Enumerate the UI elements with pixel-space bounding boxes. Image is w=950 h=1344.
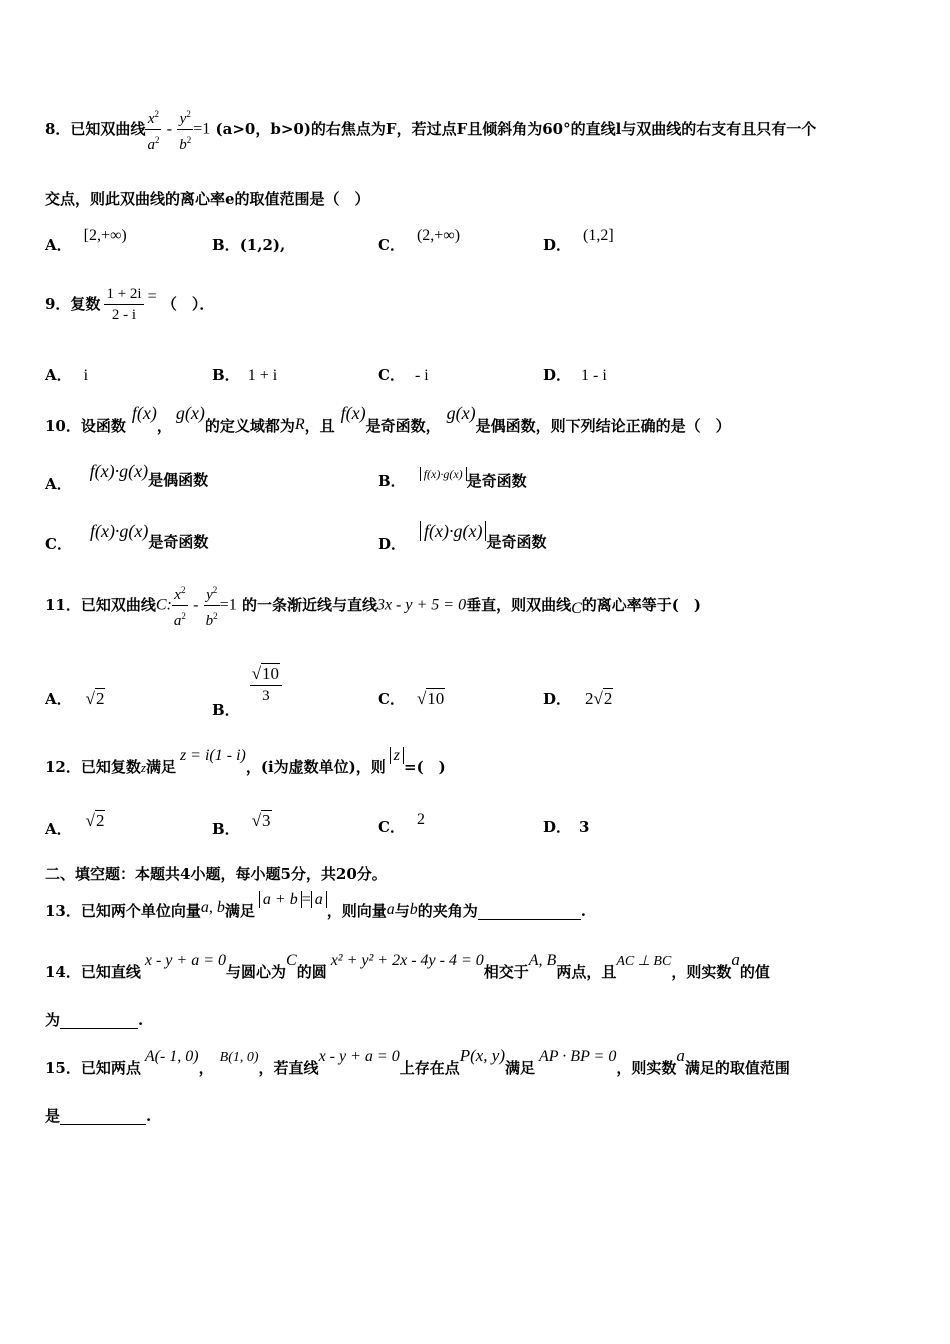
q8-option-c: C．(2,+∞) bbox=[378, 227, 461, 254]
q14-line2: 为 . bbox=[45, 1011, 144, 1029]
q13-line: 13．已知两个单位向量a, b满足a + b = a，则向量a与b的夹角为 . bbox=[45, 891, 586, 920]
q12-option-d: D． 3 bbox=[543, 818, 590, 836]
q9-option-c: C． - i bbox=[378, 366, 429, 384]
q9-option-b: B． 1 + i bbox=[212, 366, 278, 384]
q14-line1: 14．已知直线x - y + a = 0与圆心为C的圆x² + y² + 2x - 4y - 4 = 0相交于A, B两点，且AC ⊥ BC，则实数a的值 bbox=[45, 950, 770, 981]
q8-prefix: 8．已知双曲线 bbox=[45, 120, 146, 138]
sqrt-3: √3 bbox=[251, 811, 271, 830]
q11-line: 11．已知双曲线C: $\frac{x^2}{a^2}$ - $\frac{y^2}{b^2}$ =1 的一条渐近线与直线3x - y + 5 = 0垂直，则双曲线C的离心率等于( ) bbox=[45, 580, 701, 631]
q15-line1: 15．已知两点A(- 1, 0)，B(1, 0)，若直线x - y + a = 0上存在点P(x, y)满足AP · BP = 0，则实数a满足的取值范围 bbox=[45, 1046, 790, 1077]
q11-frac-y2b2: $\frac{y^2}{b^2}$ bbox=[204, 580, 220, 631]
q11-option-d: D． 2√2 bbox=[543, 689, 613, 708]
q11-option-a: A． √2 bbox=[45, 689, 105, 708]
q8-frac-x2a2: $\frac{x^2}{a^2}$ bbox=[145, 104, 161, 155]
q8-line2: 交点，则此双曲线的离心率e的取值范围是（ ） bbox=[45, 190, 370, 208]
q10-line: 10．设函数f(x)，g(x)的定义域都为R，且f(x)是奇函数，g(x)是偶函数，则下列结论正确的是（ ） bbox=[45, 403, 731, 435]
q8-option-d: D．(1,2] bbox=[543, 227, 614, 254]
q12-line: 12．已知复数z满足z = i(1 - i)，(i为虚数单位)，则z=( ) bbox=[45, 747, 446, 776]
sqrt-2: √2 bbox=[593, 689, 613, 708]
q12-option-c: C． 2 bbox=[378, 811, 425, 836]
q8-option-a: A．[2,+∞) bbox=[45, 227, 127, 254]
q9-option-d: D． 1 - i bbox=[543, 366, 607, 384]
sqrt-10: √10 bbox=[416, 689, 445, 708]
section-2-title: 二、填空题：本题共4小题，每小题5分，共20分。 bbox=[45, 865, 387, 883]
q10-option-d: D．f(x)·g(x)是奇函数 bbox=[378, 521, 547, 553]
q11-b-fraction: $\frac{√10}{3}$ bbox=[250, 664, 282, 706]
q12-option-a: A． √2 bbox=[45, 811, 105, 838]
q8-frac-y2b2: $\frac{y^2}{b^2}$ bbox=[177, 104, 193, 155]
q14-answer-blank[interactable] bbox=[60, 1013, 138, 1029]
sqrt-2: √2 bbox=[85, 811, 105, 830]
q8-option-b: B．(1,2), bbox=[212, 236, 286, 254]
q9-option-a: A． i bbox=[45, 366, 89, 384]
q12-option-b: B． √3 bbox=[212, 811, 271, 838]
q11-option-c: C． √10 bbox=[378, 689, 445, 708]
q10-option-b: B． f(x)·g(x) 是奇函数 bbox=[378, 467, 527, 490]
q15-answer-blank[interactable] bbox=[60, 1109, 146, 1125]
q9-line: 9．复数 $\frac{1 + 2i}{2 - i}$ = （ ）． bbox=[45, 286, 215, 323]
q8-suffix: (a>0，b>0)的右焦点为F，若过点F且倾斜角为60°的直线l与双曲线的右支有且只有一个 bbox=[215, 120, 817, 138]
sqrt-2: √2 bbox=[85, 689, 105, 708]
q10-option-c: C．f(x)·g(x)是奇函数 bbox=[45, 521, 209, 553]
q11-option-b: B． $\frac{√10}{3}$ bbox=[212, 664, 282, 706]
q15-line2: 是 . bbox=[45, 1107, 152, 1125]
q10-option-a: A．f(x)·g(x)是偶函数 bbox=[45, 461, 209, 493]
q11-frac-x2a2: $\frac{x^2}{a^2}$ bbox=[172, 580, 188, 631]
q9-fraction: $\frac{1 + 2i}{2 - i}$ bbox=[106, 286, 142, 323]
q13-answer-blank[interactable] bbox=[478, 904, 581, 920]
q8-line1: 8．已知双曲线 $\frac{x^2}{a^2}$ - $\frac{y^2}{b^2}$ =1 (a>0，b>0)的右焦点为F，若过点F且倾斜角为60°的直线l与双曲线的右支有且只有一个 bbox=[45, 104, 816, 155]
